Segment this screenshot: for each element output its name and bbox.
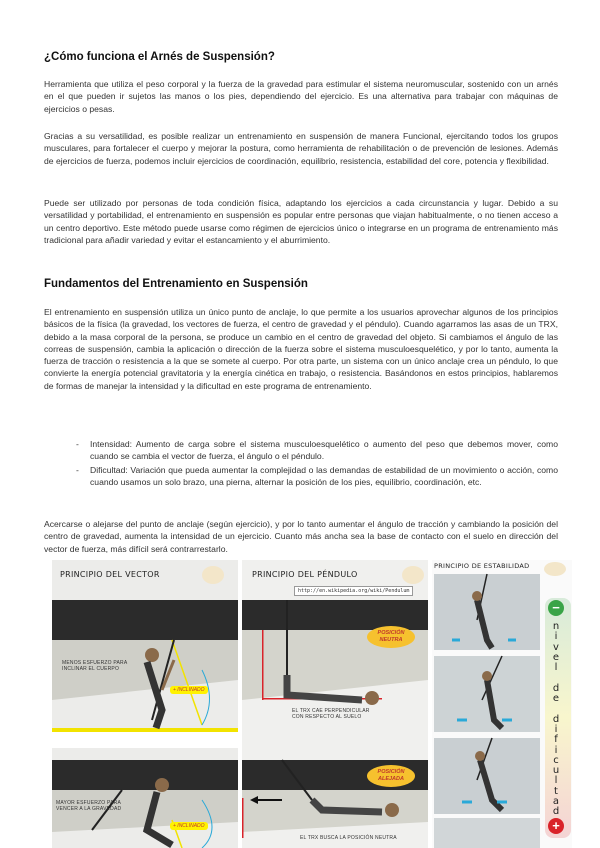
minus-icon: − [548,600,564,616]
vector-title: PRINCIPIO DEL VECTOR [60,570,160,579]
pendulum-caption-top: EL TRX CAE PERPENDICULAR CON RESPECTO AL SUELO [292,708,370,720]
bullet-dash: - [76,464,79,475]
badge-neutral-position: POSICIÓN NEUTRA [367,626,415,648]
paragraph-5: Acercarse o alejarse del punto de anclaje (según ejercicio), y por lo tanto aumentar el ángulo de tracción y cambiando la posición del centro de gravedad, aumenta la intensidad de un ejercicio. Cuanto más ancha sea la base de contacto con el suelo en dirección del vector de fuerza, más difícil será contrarrestarlo. [44,519,558,554]
bullet-item [76,438,558,463]
difficulty-letter: e [552,693,560,705]
brand-logo-icon [202,566,224,584]
bullet-dash: - [76,439,79,449]
difficulty-letter: a [552,796,560,808]
difficulty-letter: i [554,744,558,756]
bullet-list [76,438,558,489]
vector-principle-panel [52,560,238,848]
paragraph-3: Puede ser utilizado por personas de toda condición física, adaptando los ejercicios a cada circunstancia y lugar. Debido a su versatilidad y portabilidad, el entrenamiento en suspensión es popular entre personas que viajan habitualmente, o no tienen acceso a un centro deportivo. Este método puede usarse como régimen de ejercicios único o integrarse en un programa de entrenamiento más tradicional para añadir variedad y evitar el estancamiento y el aburrimiento. [44,198,558,245]
difficulty-letter: l [554,662,558,674]
bullet-item [76,464,558,489]
vector-tag-bottom: + INCLINADO [170,822,208,830]
difficulty-letter: d [552,713,560,725]
paragraph-4: El entrenamiento en suspensión utiliza un único punto de anclaje, lo que permite a los usuarios aprovechar algunos de los principios básicos de la física (la gravedad, los vectores de fuerza, el centro de gravedad y el péndulo). Cuando agarramos las asas de un TRX, debido a la masa corporal de la persona, se produce un cambio en el centro de gravedad del objeto. Si cambiamos el ángulo de las correas de suspensión, cambia la aplicación o dirección de la fuerza sobre el sistema musculoesquelético, y por lo tanto, aumenta la fuerza de tracción o resistencia a la que se somete al cuerpo. Por otra parte, un sistema con un único anclaje crea un péndulo, lo que convierte la energía potencial gravitatoria y la energía cinética en trabajo, o resistencia. Basándonos en estos principios, hablaremos de formas de manejar la intensidad y la dificultad en este programa de entrenamiento. [44,307,558,391]
heading-fundamentals: Fundamentos del Entrenamiento en Suspensión [44,278,308,290]
paragraph-1: Herramienta que utiliza el peso corporal y la fuerza de la gravedad para estimular el sistema neuromuscular, sostenido con un arnés en el que pueden ir sujetos las manos o los pies, dependiendo del ejercicio. Es una alternativa para trabajar con máquinas de ejercicios o pesas. [44,79,558,114]
difficulty-letter: d [552,682,560,694]
pendulum-illustration [242,560,428,848]
stability-title: PRINCIPIO DE ESTABILIDAD [434,562,530,570]
pendulum-caption-bottom: EL TRX BUSCA LA POSICIÓN NEUTRA [300,835,397,841]
vector-caption-top: MENOS ESFUERZO PARA INCLINAR EL CUERPO [62,660,128,672]
difficulty-letter: f [554,734,558,746]
difficulty-level-label [550,622,562,818]
difficulty-letter: n [552,621,560,632]
pendulum-principle-panel [242,560,428,848]
difficulty-letter: u [552,765,560,777]
difficulty-letter: l [554,775,558,787]
difficulty-letter: i [554,723,558,735]
difficulty-letter: v [553,641,559,653]
stability-principle-panel [432,560,572,848]
badge-away-position: POSICIÓN ALEJADA [367,765,415,787]
bullet-text-intensity: Intensidad: Aumento de carga sobre el sistema musculoesquelético o aumento del peso que debemos mover, como cuando se cambia el vector de fuerza, el ángulo o el péndulo. [90,439,558,462]
paragraph-2: Gracias a su versatilidad, es posible realizar un entrenamiento en suspensión de manera Funcional, ejercitando todos los grupos musculares, para fortalecer el cuerpo y mejorar la postura, como herramienta de rehabilitación o de prevención de lesiones. Además de ejercicios de fuerza, podemos incluir ejercicios de coordinación, equilibrio, resistencia, estabilidad del core, potencia y flexibilidad. [44,131,558,166]
pendulum-title: PRINCIPIO DEL PÉNDULO [252,570,358,579]
stability-illustration [432,560,542,848]
heading-how-it-works: ¿Cómo funciona el Arnés de Suspensión? [44,51,275,63]
difficulty-letter: e [552,651,560,663]
difficulty-letter: c [553,754,559,766]
difficulty-letter: i [554,631,558,643]
difficulty-letter: d [552,806,560,818]
brand-logo-icon [402,566,424,584]
vector-caption-bottom: MAYOR ESFUERZO PARA VENCER A LA GRAVEDAD [56,800,122,812]
brand-logo-icon [544,562,566,576]
difficulty-letter: t [554,785,558,797]
trx-principles-figure [52,560,572,848]
bullet-text-difficulty: Dificultad: Variación que pueda aumentar la complejidad o las demandas de estabilidad de un movimiento o acción, como cuando usamos un solo brazo, una pierna, alternar la posición de los pies, equilibrio, coordinación, etc. [90,464,558,487]
wikipedia-link[interactable]: http://en.wikipedia.org/wiki/Pendulum [294,586,413,596]
vector-tag-top: + INCLINADO [170,686,208,694]
plus-icon: + [548,818,564,834]
